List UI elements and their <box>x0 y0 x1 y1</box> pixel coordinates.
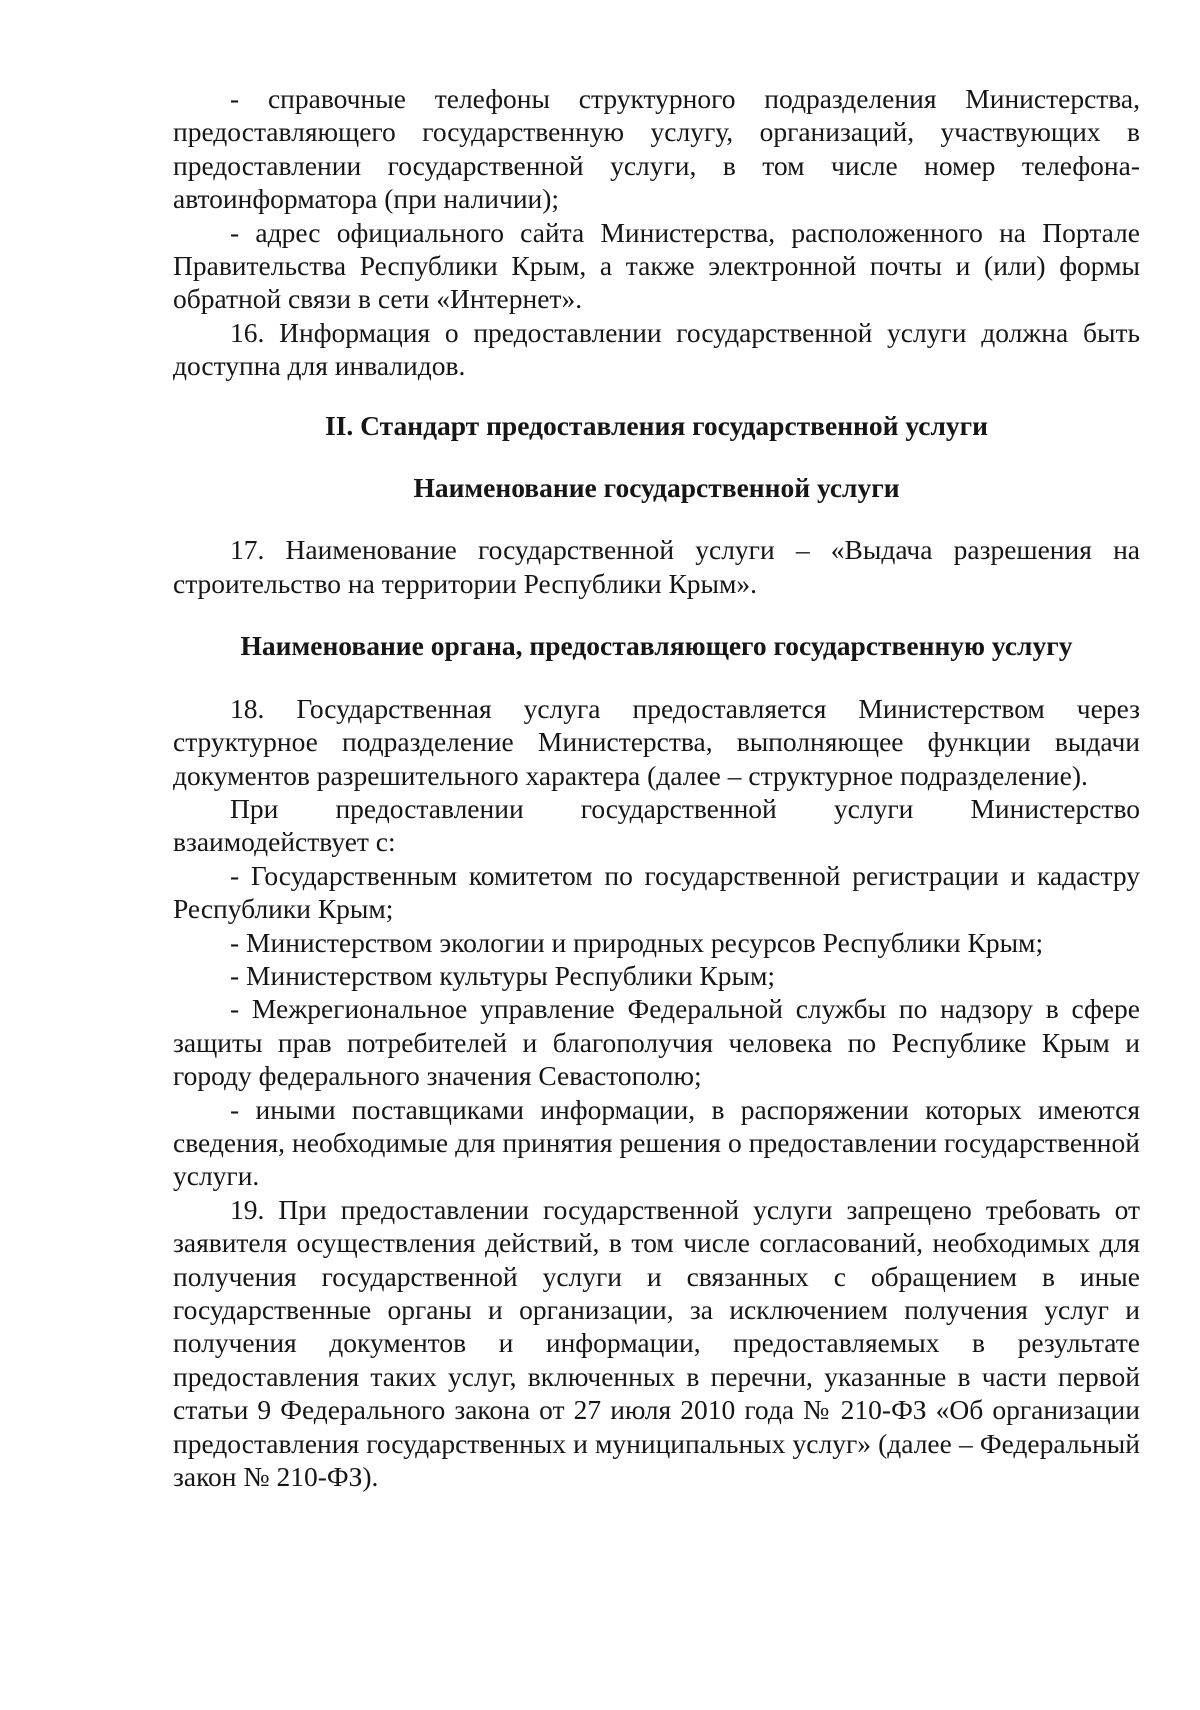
paragraph-18: 18. Государственная услуга предоставляется Министерством через структурное подразделение Министерства, выполняющее функции выдачи документов разрешительного характера (далее – структурное подразделение). <box>173 692 1140 791</box>
subheading-organ: Наименование органа, предоставляющего государственную услугу <box>240 630 1073 662</box>
paragraph-17: 17. Наименование государственной услуги – «Выдача разрешения на строительство на территории Республики Крым». <box>173 534 1140 599</box>
paragraph-phones: - справочные телефоны структурного подразделения Министерства, предоставляющего государственную услугу, организаций, участвующих в предоставлении государственной услуги, в том числе номер телефона-автоинформатора (при наличии); <box>173 83 1140 215</box>
paragraph-19: 19. При предоставлении государственной услуги запрещено требовать от заявителя осуществления действий, в том числе согласований, необходимых для получения государственной услуги и связанных с обращением в иные государственные органы и организации, за исключением получения услуг и получения документов и информации, предоставляемых в результате предоставления таких услуг, включенных в перечни, указанные в части первой статьи 9 Федерального закона от 27 июля 2010 года № 210-ФЗ «Об организации предоставления государственных и муниципальных услуг» (далее – Федеральный закон № 210-ФЗ). <box>173 1193 1140 1493</box>
list-item-other-providers: - иными поставщиками информации, в распоряжении которых имеются сведения, необходимые для принятия решения о предоставлении государственной услуги. <box>173 1093 1140 1192</box>
list-item-culture: - Министерством культуры Республики Крым; <box>230 959 776 991</box>
list-item-committee: - Государственным комитетом по государственной регистрации и кадастру Республики Крым; <box>173 859 1140 925</box>
paragraph-website: - адрес официального сайта Министерства, расположенного на Портале Правительства Республики Крым, а также электронной почты и (или) формы обратной связи в сети «Интернет». <box>173 216 1140 315</box>
document-page <box>173 82 1140 1493</box>
list-item-ecology: - Министерством экологии и природных ресурсов Республики Крым; <box>230 926 1044 958</box>
list-item-consumer-rights: - Межрегиональное управление Федеральной службы по надзору в сфере защиты прав потребителей и благополучия человека по Республике Крым и городу федерального значения Севастополю; <box>173 993 1140 1092</box>
subheading-service-name: Наименование государственной услуги <box>413 472 900 504</box>
section-heading: II. Стандарт предоставления государственной услуги <box>325 409 988 441</box>
paragraph-16: 16. Информация о предоставлении государственной услуги должна быть доступна для инвалидов. <box>173 316 1140 382</box>
paragraph-interacts: При предоставлении государственной услуги Министерство взаимодействует с: <box>173 792 1140 858</box>
